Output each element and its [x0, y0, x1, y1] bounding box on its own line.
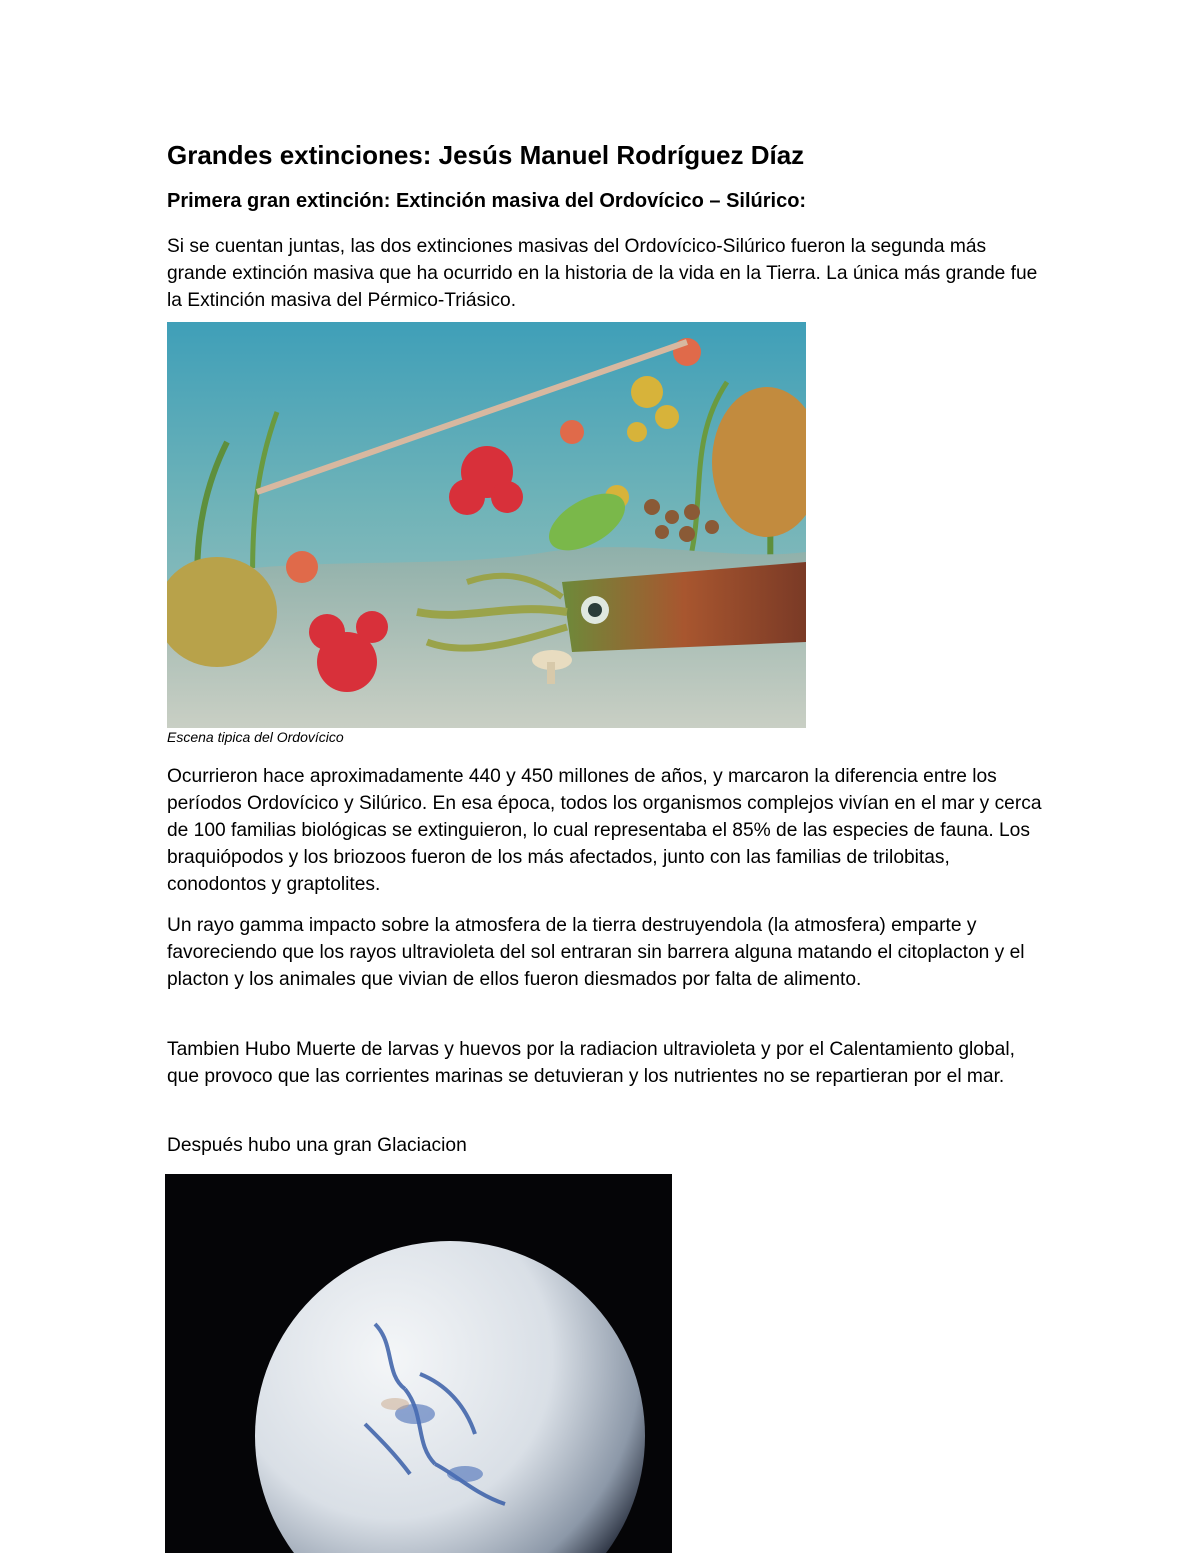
paragraph-intro: Si se cuentan juntas, las dos extinciones masivas del Ordovícico-Silúrico fueron la segunda más grande extinción masiva que ha ocurrido en la historia de la vida en la Tierra. La única más grande fue la Extinción masiva del Pérmico-Triásico. — [167, 236, 1038, 311]
paragraph-gamma-ray: Un rayo gamma impacto sobre la atmosfera de la tierra destruyendola (la atmosfera) emparte y favoreciendo que los rayos ultravioleta del sol entraran sin barrera alguna matando el citoplacton y el placton y los animales que vivian de ellos fueron diesmados por falta de alimento. — [167, 915, 1025, 990]
paragraph-glaciation: Después hubo una gran Glaciacion — [167, 1135, 467, 1156]
ordovician-scene-image — [167, 322, 806, 728]
paragraph-timeline: Ocurrieron hace aproximadamente 440 y 450 millones de años, y marcaron la diferencia entre los períodos Ordovícico y Silúrico. En esa época, todos los organismos complejos vivían en el mar y cerca de 100 familias biológicas se extinguieron, lo cual representaba el 85% de las especies de fauna. Los braquiópodos y los briozoos fueron de los más afectados, junto con las familias de trilobitas, conodontos y graptolites. — [167, 766, 1042, 895]
section-heading: Primera gran extinción: Extinción masiva del Ordovícico – Silúrico: — [167, 190, 807, 212]
document-title: Grandes extinciones: Jesús Manuel Rodríguez Díaz — [167, 140, 805, 170]
paragraph-larvae: Tambien Hubo Muerte de larvas y huevos por la radiacion ultravioleta y por el Calentamiento global, que provoco que las corrientes marinas se detuvieran y los nutrientes no se repartieran por el mar. — [167, 1039, 1015, 1087]
figure-caption: Escena tipica del Ordovícico — [167, 729, 344, 745]
snowball-earth-image — [165, 1174, 672, 1553]
